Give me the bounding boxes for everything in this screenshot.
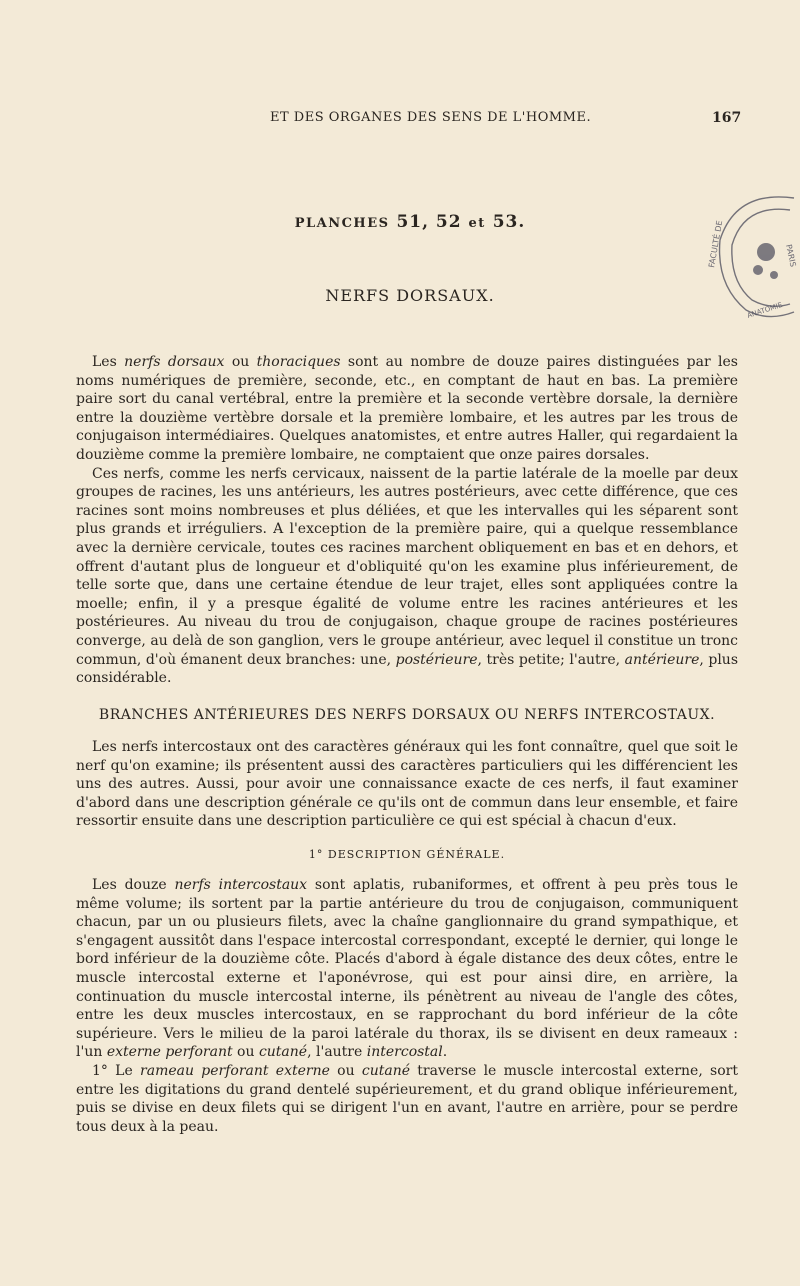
italic-term: rameau perforant externe bbox=[140, 1062, 330, 1079]
stamp-text-right: PARIS bbox=[784, 243, 798, 268]
italic-term: externe perforant bbox=[106, 1044, 233, 1061]
text-run: sont aplatis, rubaniformes, et offrent à peu près tous le même volume; ils sortent par la partie antérieure du trou de conjugaison, communiquent chacun, par un ou plusieurs filets, avec la chaîne ganglionnaire du grand sympathique, et s'engagent aussitôt dans l'espace intercostal correspondant, excepté le dernier, qui longe le bord inférieur de la douzième côte. Placés d'abord à égale distance des deux côtes, entre le muscle intercostal externe et l'aponévrose, qui est pour ainsi dire, en arrière, la continuation du muscle intercostal interne, ils pénètrent au niveau de l'angle des côtes, entre les deux muscles intercostaux, en se rapprochant du bord inférieur de la côte supérieure. Vers le milieu de la paroi latérale du thorax, ils se divisent en deux rameaux : l'un bbox=[76, 877, 738, 1061]
plates-prefix: PLANCHES bbox=[294, 216, 390, 231]
text-run: ou bbox=[329, 1062, 362, 1079]
text-run: Les nerfs intercostaux ont des caractères généraux qui les font connaître, quel que soit le nerf qu'on examine; ils présentent aussi des caractères particuliers qui les différencient les uns des autres. Aussi, pour avoir une connaissance exacte de ces nerfs, il faut examiner d'abord dans une description générale ce qu'ils ont de commun dans leur ensemble, et faire ressortir ensuite dans une description particulière ce qui est spécial à chacun d'eux. bbox=[76, 739, 738, 830]
text-run: traverse le muscle intercostal externe, sort entre les digitations du grand dentelé supérieurement, et du grand oblique inférieurement, puis se divise en deux filets qui se dirigent l'un en avant, l'autre en arrière, pour se perdre tous deux à la peau. bbox=[76, 1062, 738, 1135]
text-run: ou bbox=[232, 1044, 259, 1061]
text-run: ou bbox=[224, 354, 257, 370]
running-head bbox=[0, 110, 800, 130]
italic-term: cutané bbox=[361, 1062, 411, 1079]
paragraph bbox=[76, 353, 738, 465]
text-block-intro bbox=[76, 353, 738, 688]
italic-term: antérieure bbox=[624, 651, 700, 668]
text-run: Les bbox=[92, 354, 125, 370]
plates-et: et bbox=[468, 216, 486, 231]
text-block-general-description bbox=[76, 876, 738, 1136]
italic-term: intercostal bbox=[366, 1044, 443, 1061]
plates-last: 53. bbox=[492, 212, 526, 232]
subheading-general-description: 1° DESCRIPTION GÉNÉRALE. bbox=[308, 848, 506, 861]
text-run: Les douze bbox=[92, 877, 175, 893]
text-run: Ces nerfs, comme les nerfs cervicaux, naissent de la partie latérale de la moelle par deux groupes de racines, les uns antérieurs, les autres postérieurs, avec cette différence, que ces racines sont moins nombreuses et plus déliées, et que les intervalles qui les séparent sont plus grands et irréguliers. A l'exception de la première paire, qui a quelque ressemblance avec la dernière cervicale, toutes ces racines marchent obliquement en bas et en dehors, et offrent d'autant plus de longueur et d'obliquité qu'on les examine plus inférieurement, de telle sorte que, dans une certaine étendue de leur trajet, elles sont appliquées contre la moelle; enfin, il y a presque égalité de volume entre les racines antérieures et les postérieures. Au niveau du trou de conjugaison, chaque groupe de racines postérieures converge, au delà de son ganglion, vers le groupe antérieur, avec lequel il constitue un tronc commun, d'où émanent deux branches: une, bbox=[76, 465, 738, 668]
stamp-text-top: FACULTÉ DE bbox=[707, 219, 725, 269]
text-run: sont au nombre de douze paires distinguées par les noms numériques de première, seconde, etc., en comptant de haut en bas. La première paire sort du canal vertébral, entre la première et la seconde vertèbre dorsale, la dernière entre la douzième vertèbre dorsale et la première lombaire, et les autres par les trous de conjugaison intermédiaires. Quelques anatomistes, et entre autres Haller, qui regardaient la douzième comme la première lombaire, ne comptaient que onze paires dorsales. bbox=[76, 354, 738, 463]
page-number: 167 bbox=[712, 110, 742, 126]
italic-term: postérieure bbox=[395, 651, 478, 668]
text-run: 1° Le bbox=[92, 1062, 141, 1079]
text-run: . bbox=[442, 1044, 448, 1061]
text-run: , plus considérable. bbox=[76, 651, 738, 687]
running-title: ET DES ORGANES DES SENS DE L'HOMME. bbox=[270, 110, 592, 125]
plates-numbers: 51, 52 bbox=[396, 212, 462, 232]
paragraph bbox=[76, 876, 738, 1062]
italic-term: nerfs intercostaux bbox=[174, 877, 308, 893]
text-block-intercostal bbox=[76, 738, 738, 831]
paragraph bbox=[76, 1062, 738, 1136]
italic-term: cutané bbox=[258, 1044, 308, 1061]
subheading-branches: BRANCHES ANTÉRIEURES DES NERFS DORSAUX OU NERFS INTERCOSTAUX. bbox=[98, 707, 716, 723]
text-run: , très petite; l'autre, bbox=[477, 651, 625, 668]
paragraph bbox=[76, 465, 738, 688]
section-title: NERFS DORSAUX. bbox=[325, 286, 495, 305]
italic-term: nerfs dorsaux bbox=[124, 354, 225, 370]
stamp-text-bottom: ANATOMIE bbox=[746, 300, 784, 320]
text-run: , l'autre bbox=[307, 1044, 367, 1061]
plates-title bbox=[0, 212, 800, 232]
paragraph bbox=[76, 738, 738, 831]
italic-term: thoraciques bbox=[256, 354, 341, 370]
